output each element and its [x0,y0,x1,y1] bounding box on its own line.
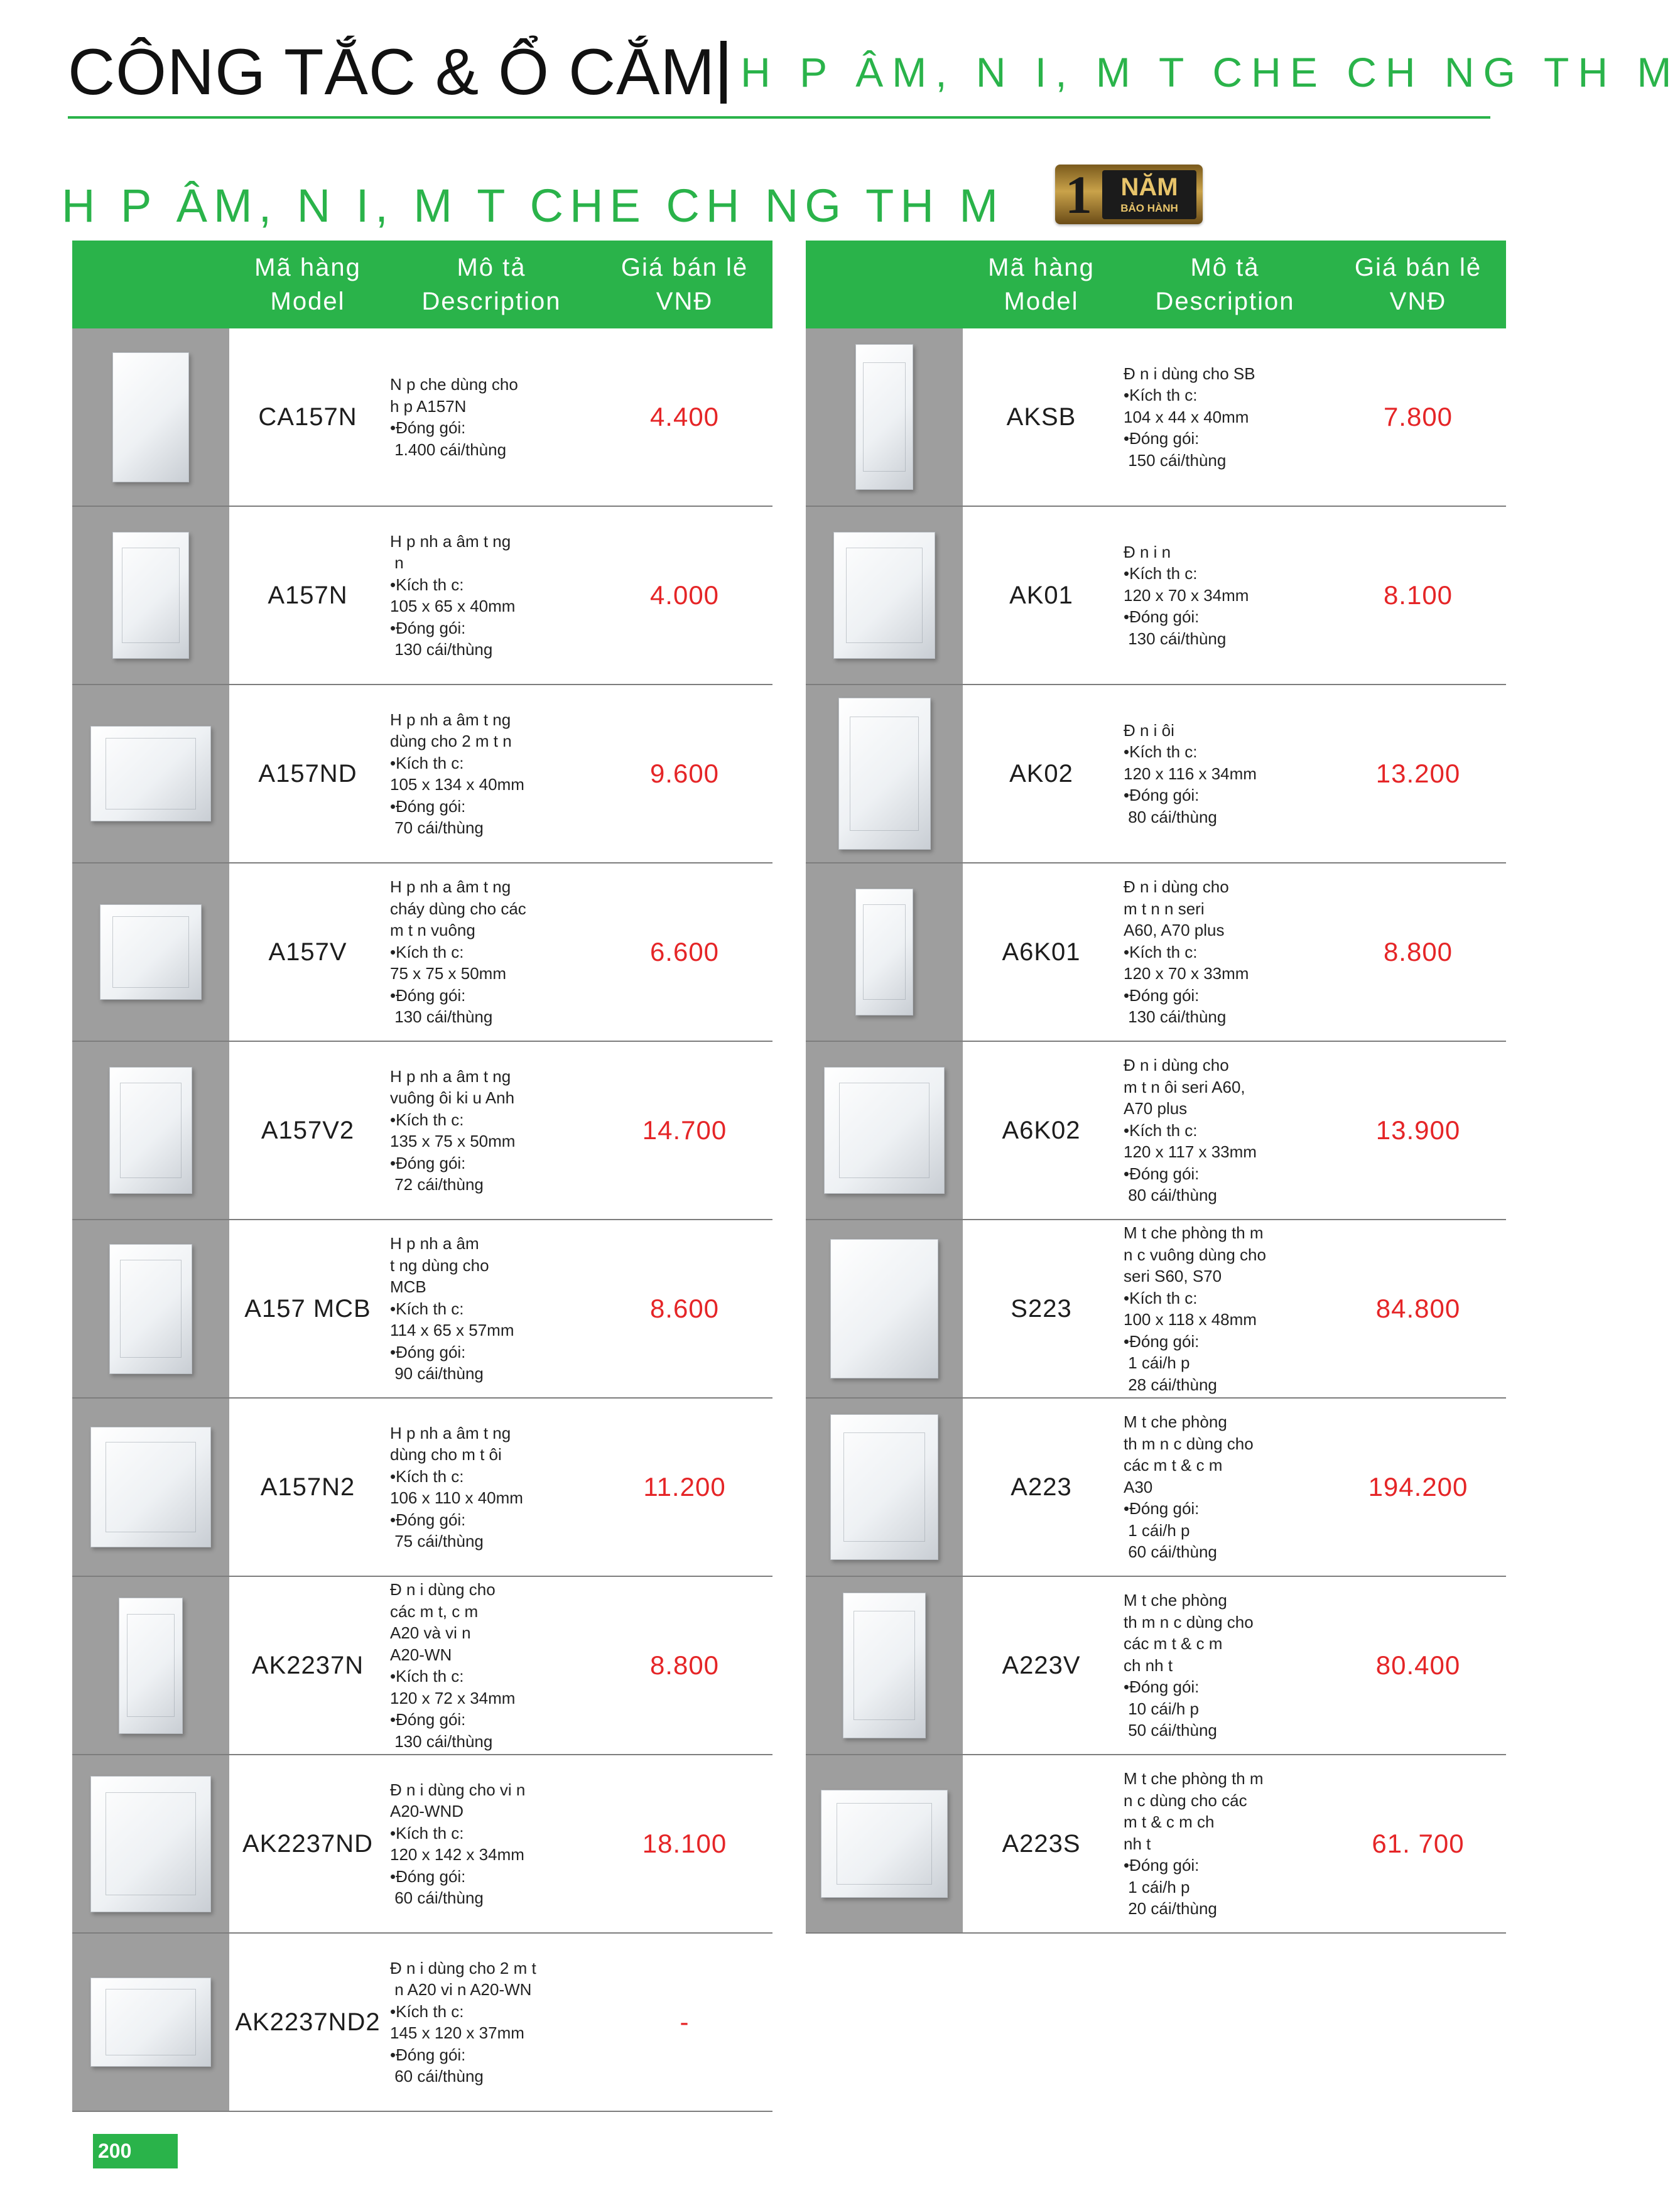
product-image [855,889,913,1015]
warranty-label: NĂM [1120,173,1178,201]
product-description: Đ n i dùng cho SB •Kích th c: 104 x 44 x 40mm •Đóng gói: 150 cái/thùng [1124,364,1255,470]
product-description-cell [386,1220,597,1397]
product-image-cell [806,1399,963,1576]
section-title: H P ÂM, N I, M T CHE CH NG TH M [62,180,1004,232]
header-price [1330,241,1506,328]
product-description: Đ n i ôi •Kích th c: 120 x 116 x 34mm •Đóng gói: 80 cái/thùng [1124,720,1257,826]
product-image-cell [806,1755,963,1932]
product-model: A157N [268,581,348,609]
product-model: AK2237ND2 [235,2008,381,2036]
product-price: 4.400 [649,402,720,431]
header-description [386,241,597,328]
product-description-cell [386,863,597,1041]
product-description: Đ n i dùng cho m t n ôi seri A60, A70 plus •Kích th c: 120 x 117 x 33mm •Đóng gói: 80 cái/thùng [1124,1056,1257,1205]
product-model: A157N2 [260,1473,355,1501]
product-description: H p nh a âm t ng dùng cho MCB •Kích th c: 114 x 65 x 57mm •Đóng gói: 90 cái/thùng [390,1234,514,1383]
table-row [806,328,1506,507]
header-model [229,241,386,328]
header-model-en: Model [270,288,345,315]
product-model: AK02 [1009,759,1073,788]
table-row [72,1934,772,2112]
product-image [830,1414,938,1560]
product-description-cell [386,1042,597,1219]
table-header [806,241,1506,328]
product-price: 8.600 [649,1294,720,1323]
product-image-cell [806,863,963,1041]
header-price-en: VNĐ [656,288,713,315]
product-description-cell [386,1577,597,1754]
header-desc-vi: Mô tả [457,254,526,281]
product-description: H p nh a âm t ng vuông ôi ki u Anh •Kích th c: 135 x 75 x 50mm •Đóng gói: 72 cái/thùng [390,1066,516,1194]
product-description: M t che phòng th m n c dùng cho các m t & c m ch nh t •Đóng gói: 10 cái/h p 50 cái/thùng [1124,1591,1254,1740]
product-model: A223 [1011,1473,1072,1501]
table-row [72,1220,772,1399]
table-header [72,241,772,328]
product-model: AK2237ND [242,1829,374,1858]
product-model: A6K01 [1002,938,1081,966]
product-price: 8.800 [1383,937,1453,966]
header-image-col [806,241,963,328]
product-image [830,1239,938,1378]
header-divider [720,41,727,104]
product-description-cell [1120,685,1330,862]
product-image [90,1427,211,1547]
table-row [806,863,1506,1042]
table-row [806,1220,1506,1399]
product-model: A223S [1002,1829,1081,1858]
header-description [1120,241,1330,328]
product-description: Đ n i dùng cho 2 m t n A20 vi n A20-WN •Kích th c: 145 x 120 x 37mm •Đóng gói: 60 cái/thùng [390,1958,536,2086]
table-row [72,328,772,507]
product-price: 84.800 [1375,1294,1461,1323]
header-image-col [72,241,229,328]
product-image-cell [806,1577,963,1754]
header-price-vi: Giá bán lẻ [1354,254,1482,281]
product-description: H p nh a âm t ng n •Kích th c: 105 x 65 x 40mm •Đóng gói: 130 cái/thùng [390,531,516,659]
table-row [806,1755,1506,1934]
page-header [68,31,1680,113]
product-image [109,1244,192,1374]
header-desc-en: Description [1155,288,1295,315]
product-image [843,1593,926,1738]
header-model [963,241,1120,328]
product-model: A157ND [258,759,357,788]
product-image [833,532,935,659]
product-price: 13.200 [1375,759,1461,788]
product-image [100,904,202,1000]
table-row [806,1399,1506,1577]
product-description-cell [1120,1220,1330,1397]
product-price: 61. 700 [1372,1829,1465,1858]
product-image [90,726,211,821]
header-desc-vi: Mô tả [1190,254,1260,281]
table-row [806,1042,1506,1220]
product-model: AK2237N [251,1651,364,1679]
product-description: M t che phòng th m n c dùng cho các m t & c m A30 •Đóng gói: 1 cái/h p 60 cái/thùng [1124,1412,1254,1562]
header-price-vi: Giá bán lẻ [621,254,749,281]
warranty-number: 1 [1065,164,1092,225]
product-price: 8.100 [1383,580,1453,610]
product-description-cell [1120,328,1330,506]
product-image [112,352,189,482]
product-description: Đ n i dùng cho m t n n seri A60, A70 plus •Kích th c: 120 x 70 x 33mm •Đóng gói: 130 cái/thùng [1124,877,1249,1027]
table-row [72,507,772,685]
product-image [90,1776,211,1912]
product-description-cell [1120,1755,1330,1932]
product-image-cell [806,1042,963,1219]
product-model: AK01 [1009,581,1073,609]
product-image [855,344,913,490]
product-price: 18.100 [642,1829,727,1858]
header-subtitle: H P ÂM, N I, M T CHE CH NG TH M [740,49,1680,95]
product-description-cell [1120,1399,1330,1576]
header-rule [68,116,1490,119]
product-price: 9.600 [649,759,720,788]
product-description-cell [386,1934,597,2111]
warranty-badge [1055,165,1203,224]
product-image-cell [72,1042,229,1219]
product-price: 7.800 [1383,402,1453,431]
header-desc-en: Description [421,288,561,315]
table-row [72,1577,772,1755]
product-image-cell [806,328,963,506]
product-price: 4.000 [649,580,720,610]
product-image [109,1067,192,1194]
product-description-cell [1120,507,1330,684]
product-price: 11.200 [643,1472,726,1502]
table-body [72,328,772,2112]
product-description-cell [386,507,597,684]
product-price: 80.400 [1375,1650,1461,1680]
product-description-cell [386,685,597,862]
product-price: 13.900 [1375,1115,1461,1145]
product-image [838,698,931,850]
product-model: CA157N [258,403,357,431]
product-model: A157 MCB [244,1294,371,1323]
page-number: 200 [93,2134,178,2168]
product-description: Đ n i dùng cho các m t, c m A20 và vi n A20-WN •Kích th c: 120 x 72 x 34mm •Đóng gói: 130 cái/thùng [390,1580,516,1751]
header-price-en: VNĐ [1389,288,1447,315]
product-model: A6K02 [1002,1116,1081,1144]
product-description: H p nh a âm t ng dùng cho m t ôi •Kích th c: 106 x 110 x 40mm •Đóng gói: 75 cái/thùng [390,1423,523,1551]
warranty-sublabel: BẢO HÀNH [1120,202,1178,214]
product-image-cell [72,1934,229,2111]
product-image-cell [72,1399,229,1576]
table-row [72,1755,772,1934]
product-table-right [806,241,1506,1934]
table-row [72,685,772,863]
product-image-cell [72,507,229,684]
product-description-cell [386,328,597,506]
product-price: - [680,2007,690,2037]
table-row [806,507,1506,685]
header-model-en: Model [1004,288,1079,315]
product-image [119,1598,183,1734]
table-row [72,1042,772,1220]
header-model-vi: Mã hàng [988,254,1095,281]
header-price [597,241,772,328]
product-description: M t che phòng th m n c vuông dùng cho seri S60, S70 •Kích th c: 100 x 118 x 48mm •Đóng gói: 1 cái/h p 28 cái/thùng [1124,1223,1266,1394]
table-row [72,1399,772,1577]
product-image [112,532,189,659]
product-model: S223 [1011,1294,1072,1323]
product-model: A223V [1002,1651,1081,1679]
product-description-cell [1120,1577,1330,1754]
product-price: 6.600 [649,937,720,966]
table-body [806,328,1506,1934]
product-image [824,1067,945,1194]
product-description: M t che phòng th m n c dùng cho các m t & c m ch nh t •Đóng gói: 1 cái/h p 20 cái/thùng [1124,1769,1264,1919]
warranty-text [1102,170,1196,219]
product-price: 14.700 [642,1115,727,1145]
header-main-title: CÔNG TẮC & Ổ CẮM [68,35,716,109]
product-image-cell [72,863,229,1041]
product-image-cell [806,507,963,684]
product-image-cell [806,685,963,862]
product-model: A157V2 [261,1116,355,1144]
product-description-cell [1120,863,1330,1041]
product-description: Đ n i n •Kích th c: 120 x 70 x 34mm •Đóng gói: 130 cái/thùng [1124,542,1249,648]
table-row [806,685,1506,863]
product-image-cell [806,1220,963,1397]
product-description: N p che dùng cho h p A157N •Đóng gói: 1.400 cái/thùng [390,375,518,459]
product-description: H p nh a âm t ng cháy dùng cho các m t n vuông •Kích th c: 75 x 75 x 50mm •Đóng gói: 130 cái/thùng [390,877,526,1027]
product-description-cell [386,1399,597,1576]
product-description-cell [1120,1042,1330,1219]
product-model: AKSB [1006,403,1076,431]
product-image-cell [72,328,229,506]
product-image-cell [72,1220,229,1397]
product-image [90,1978,211,2067]
product-price: 8.800 [649,1650,720,1680]
product-description: Đ n i dùng cho vi n A20-WND •Kích th c: 120 x 142 x 34mm •Đóng gói: 60 cái/thùng [390,1780,526,1907]
product-price: 194.200 [1368,1472,1468,1502]
product-description-cell [386,1755,597,1932]
product-image-cell [72,685,229,862]
product-model: A157V [268,938,347,966]
product-image [821,1790,948,1898]
product-image-cell [72,1577,229,1754]
table-row [806,1577,1506,1755]
product-image-cell [72,1755,229,1932]
product-description: H p nh a âm t ng dùng cho 2 m t n •Kích th c: 105 x 134 x 40mm •Đóng gói: 70 cái/thùng [390,710,524,837]
table-row [72,863,772,1042]
product-table-left [72,241,772,2112]
header-model-vi: Mã hàng [254,254,361,281]
